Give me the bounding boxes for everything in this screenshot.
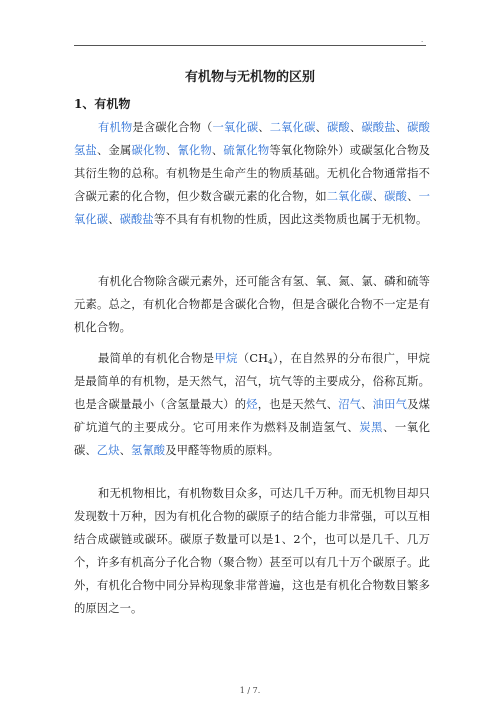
section-heading: 1、有机物 [74,97,131,111]
link-carbonic-acid-2[interactable]: 碳酸 [384,190,408,204]
link-carbon-dioxide[interactable]: 二氧化碳 [269,121,316,134]
header-mark: . [421,36,424,44]
link-oilfield-gas[interactable]: 油田气 [372,398,408,412]
header-rule [74,45,426,46]
paragraph-elements: 有机化合物除含碳元素外，还可能含有氢、氧、氮、氯、磷和硫等元素。总之，有机化合物都是含碳化合物，但是含碳化合物不一定是有机化合物。 [74,275,430,335]
link-carbide[interactable]: 碳化物 [131,144,166,158]
link-carbon-monoxide[interactable]: 一氧化碳 [212,121,259,134]
link-carbon-black[interactable]: 炭黑 [359,421,383,435]
link-cyanide[interactable]: 氰化物 [177,144,212,158]
link-carbonate[interactable]: 碳酸盐 [361,121,396,134]
link-carbon-monoxide-2[interactable]: 一氧化碳 [74,190,431,227]
link-organic-matter[interactable]: 有机物 [98,121,133,134]
link-carbonate-2[interactable]: 碳酸盐 [119,213,154,227]
link-biogas[interactable]: 沼气 [338,398,362,412]
paragraph-definition: 有机物是含碳化合物（一氧化碳、二氧化碳、碳酸、碳酸盐、碳酸氢盐、金属碳化物、氰化物、硫氰化物等氧化物除外）或碳氢化合物及其衍生物的总称。有机物是生命产生的物质基础。无机化合物通常指不含碳元素的化合物，但少数含碳元素的化合物，如二氧化碳、碳酸、一氧化碳、碳酸盐等不具有有机物的性质，因此这类物质也属于无机物。 [74,121,431,227]
link-thiocyanate[interactable]: 硫氰化物 [223,144,270,158]
link-carbonic-acid[interactable]: 碳酸 [326,121,350,134]
paragraph-methane: 最简单的有机化合物是甲烷$(CH_4)$，在自然界的分布很广，甲烷是最简单的有机物，是天然气，沼气，坑气等的主要成分，俗称瓦斯。也是含碳量最小（含氢量最大）的烃，也是天然气、沼气、油田气及煤矿坑道气的主要成分。它可用来作为燃料及制造氢气、炭黑、一氧化碳、乙炔、氢氰酸及甲醛等物质的原料。 [74,352,431,458]
link-carbon-dioxide-2[interactable]: 二氧化碳 [326,190,373,204]
link-methane[interactable]: 甲烷 [214,352,238,365]
page-number: 1 / 7. [239,686,261,695]
link-bicarbonate[interactable]: 碳酸氢盐 [74,121,430,158]
link-hydrocyanic-acid[interactable]: 氢氰酸 [131,444,166,458]
document-title: 有机物与无机物的区别 [184,70,315,85]
paragraph-comparison: 和无机物相比，有机物数目众多，可达几千万种。而无机物目却只发现数十万种，因为有机化合物的碳原子的结合能力非常强，可以互相结合成碳链或碳环。碳原子数量可以是1、2个，也可以是几千、几万个，许多有机高分子化合物（聚合物）甚至可以有几十万个碳原子。此外，有机化合物中同分异构现象非常普遍，这也是有机化合物数目繁多的原因之一。 [74,487,430,616]
link-acetylene[interactable]: 乙炔 [96,444,120,458]
subscript-4: 4 [268,358,273,366]
link-hydrocarbon[interactable]: 烃 [246,398,258,412]
